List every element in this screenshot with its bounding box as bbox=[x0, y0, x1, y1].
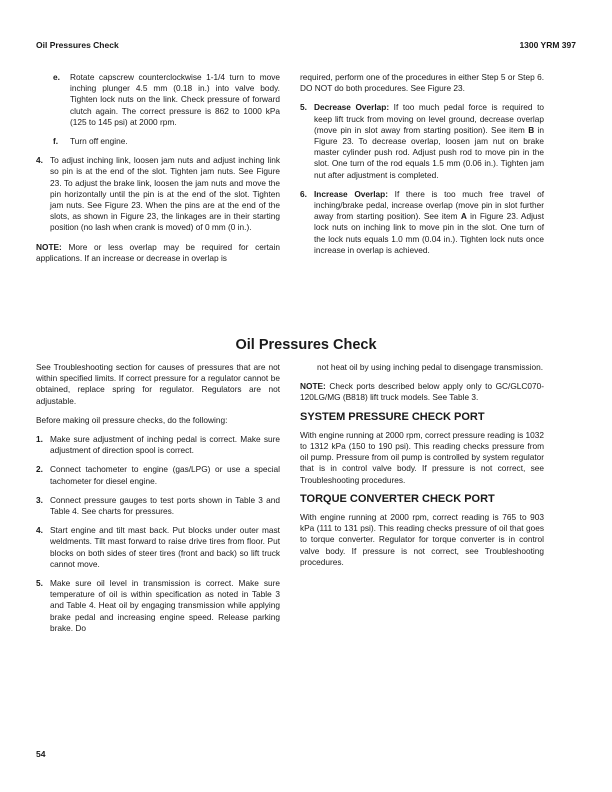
list-item bbox=[36, 434, 280, 456]
torque-converter-paragraph: With engine running at 2000 rpm, correct reading is 765 to 903 kPa (111 to 131 psi). This reading checks pressure of oil that goes to torque converter. Regulator for torque converter is in control valve body. If pressure is not correct, see Troubleshooting procedures. bbox=[300, 512, 544, 567]
top-right-column bbox=[300, 72, 544, 264]
step-f bbox=[53, 136, 280, 147]
step-text: Make sure adjustment of inching pedal is correct. Make sure adjustment of direction spool is correct. bbox=[50, 434, 280, 456]
note-text: Check ports described below apply only to GC/GLC070-120LG/MG (B818) lift truck models. See Table 3. bbox=[300, 381, 544, 403]
prep-steps-list bbox=[36, 434, 280, 634]
step-text: in Figure 23. Adjust lock nuts on inching link to move pin in the slot. One turn of the lock nuts equals 1.0 mm (0.04 in.). Tighten lock nuts once increase in overlap is achieved. bbox=[314, 211, 544, 255]
continuation-text: not heat oil by using inching pedal to disengage transmission. bbox=[317, 362, 544, 372]
note-label: NOTE: bbox=[300, 381, 326, 392]
list-item bbox=[36, 578, 280, 634]
step-text: To adjust inching link, loosen jam nuts and adjust inching link so pin is at the end of the slot. Tighten jam nuts. See Figure 23. To adjust the brake link, loosen the jam nuts and move the pin horizontally until the pin is at the end of the slot. Tighten jam nuts. See Figure 23. When the pins are at the end of the slots, as shown in Figure 23, the linkages are in their starting position (no lash when crank is moved) of 0 mm (0 in.). bbox=[50, 155, 280, 233]
intro-paragraph: See Troubleshooting section for causes of pressures that are not within specified limits. If correct pressure for a regulator cannot be obtained, replace spring for regulator. Regulators are not adjustable. bbox=[36, 362, 280, 406]
step-marker: 4. bbox=[36, 155, 43, 166]
step-text: Make sure oil level in transmission is correct. Make sure temperature of oil is within specification as noted in Table 3 and Table 4. Heat oil by engaging transmission while applying brake pedal and increasing engine speed. Release parking brake. Do bbox=[50, 578, 280, 633]
step-text: Connect tachometer to engine (gas/LPG) or use a special tachometer for diesel engine. bbox=[50, 464, 280, 486]
step-marker: f. bbox=[53, 136, 59, 147]
header-section-title: Oil Pressures Check bbox=[36, 40, 119, 50]
step-text: in Figure 23. To decrease overlap, loosen jam nut on brake master cylinder push rod. Adjust push rod to move pin in the slot. One turn of the rod equals 1.5 mm (0.06 in.). Tighten jam nut after adjustment is completed. bbox=[314, 124, 544, 180]
step-title: Increase Overlap: bbox=[314, 188, 388, 199]
step-title: Decrease Overlap: bbox=[314, 102, 390, 113]
torque-converter-heading: TORQUE CONVERTER CHECK PORT bbox=[300, 492, 495, 505]
step-marker: 5. bbox=[36, 578, 43, 589]
list-item bbox=[36, 495, 280, 517]
step-marker: 1. bbox=[36, 434, 43, 445]
bottom-left-column bbox=[36, 362, 280, 642]
step-marker: 6. bbox=[300, 188, 307, 199]
overlap-note bbox=[36, 242, 280, 264]
step-marker: e. bbox=[53, 72, 60, 82]
system-pressure-paragraph: With engine running at 2000 rpm, correct pressure reading is 1032 to 1312 kPa (150 to 190 psi). This reading checks pressure from oil pump. Pressure from oil pump is controlled by system regulator that is in control valve body. If pressure is not correct, see Troubleshooting procedures. bbox=[300, 429, 544, 485]
figure-item-ref: B bbox=[528, 124, 535, 135]
step-5 bbox=[300, 102, 544, 180]
page-header bbox=[36, 40, 576, 54]
top-left-column bbox=[36, 72, 280, 272]
continuation-text: required, perform one of the procedures in either Step 5 or Step 6. DO NOT do both procedures. See Figure 23. bbox=[300, 72, 544, 94]
system-pressure-heading: SYSTEM PRESSURE CHECK PORT bbox=[300, 410, 485, 423]
step-text: If too much pedal force is required to keep lift truck from moving on level ground, decrease overlap (move pin in slot away from starting position). See item bbox=[314, 102, 545, 135]
step-marker: 4. bbox=[36, 525, 43, 536]
header-document-code: 1300 YRM 397 bbox=[519, 40, 576, 50]
step-text: Rotate capscrew counterclockwise 1-1/4 turn to move inching plunger 4.5 mm (0.18 in.) into valve body. Tighten lock nuts on the link. Check pressure of forward clutch again. The correct pressure is 862 to 1000 kPa (125 to 145 psi) at 2000 rpm. bbox=[70, 72, 280, 127]
step-text: If there is too much free travel of inching/brake pedal, increase overlap (move pin in slot further away from starting position). See item bbox=[314, 188, 544, 222]
step-text: Turn off engine. bbox=[70, 136, 128, 147]
figure-item-ref: A bbox=[460, 211, 467, 222]
section-heading: Oil Pressures Check bbox=[235, 337, 377, 353]
step-text: Connect pressure gauges to test ports shown in Table 3 and Table 4. See charts for pressures. bbox=[50, 494, 280, 517]
before-checks-text: Before making oil pressure checks, do the following: bbox=[36, 414, 228, 425]
bottom-right-column bbox=[300, 362, 544, 576]
step-e bbox=[53, 72, 280, 128]
step-marker: 5. bbox=[300, 102, 307, 113]
step-6 bbox=[300, 189, 544, 256]
page-number: 54 bbox=[36, 749, 46, 759]
models-note bbox=[300, 381, 544, 403]
step-4 bbox=[36, 155, 280, 233]
step-marker: 3. bbox=[36, 494, 43, 505]
note-text: More or less overlap may be required for certain applications. If an increase or decrease in overlap is bbox=[36, 241, 280, 263]
list-item bbox=[36, 525, 280, 570]
step-marker: 2. bbox=[36, 464, 43, 475]
list-item bbox=[36, 464, 280, 486]
note-label: NOTE: bbox=[36, 241, 62, 252]
step-text: Start engine and tilt mast back. Put blocks under outer mast weldments. Tilt mast forward to raise drive tires from floor. Put blocks on both sides of steer tires (front and back) so lift truck cannot move. bbox=[50, 525, 280, 569]
